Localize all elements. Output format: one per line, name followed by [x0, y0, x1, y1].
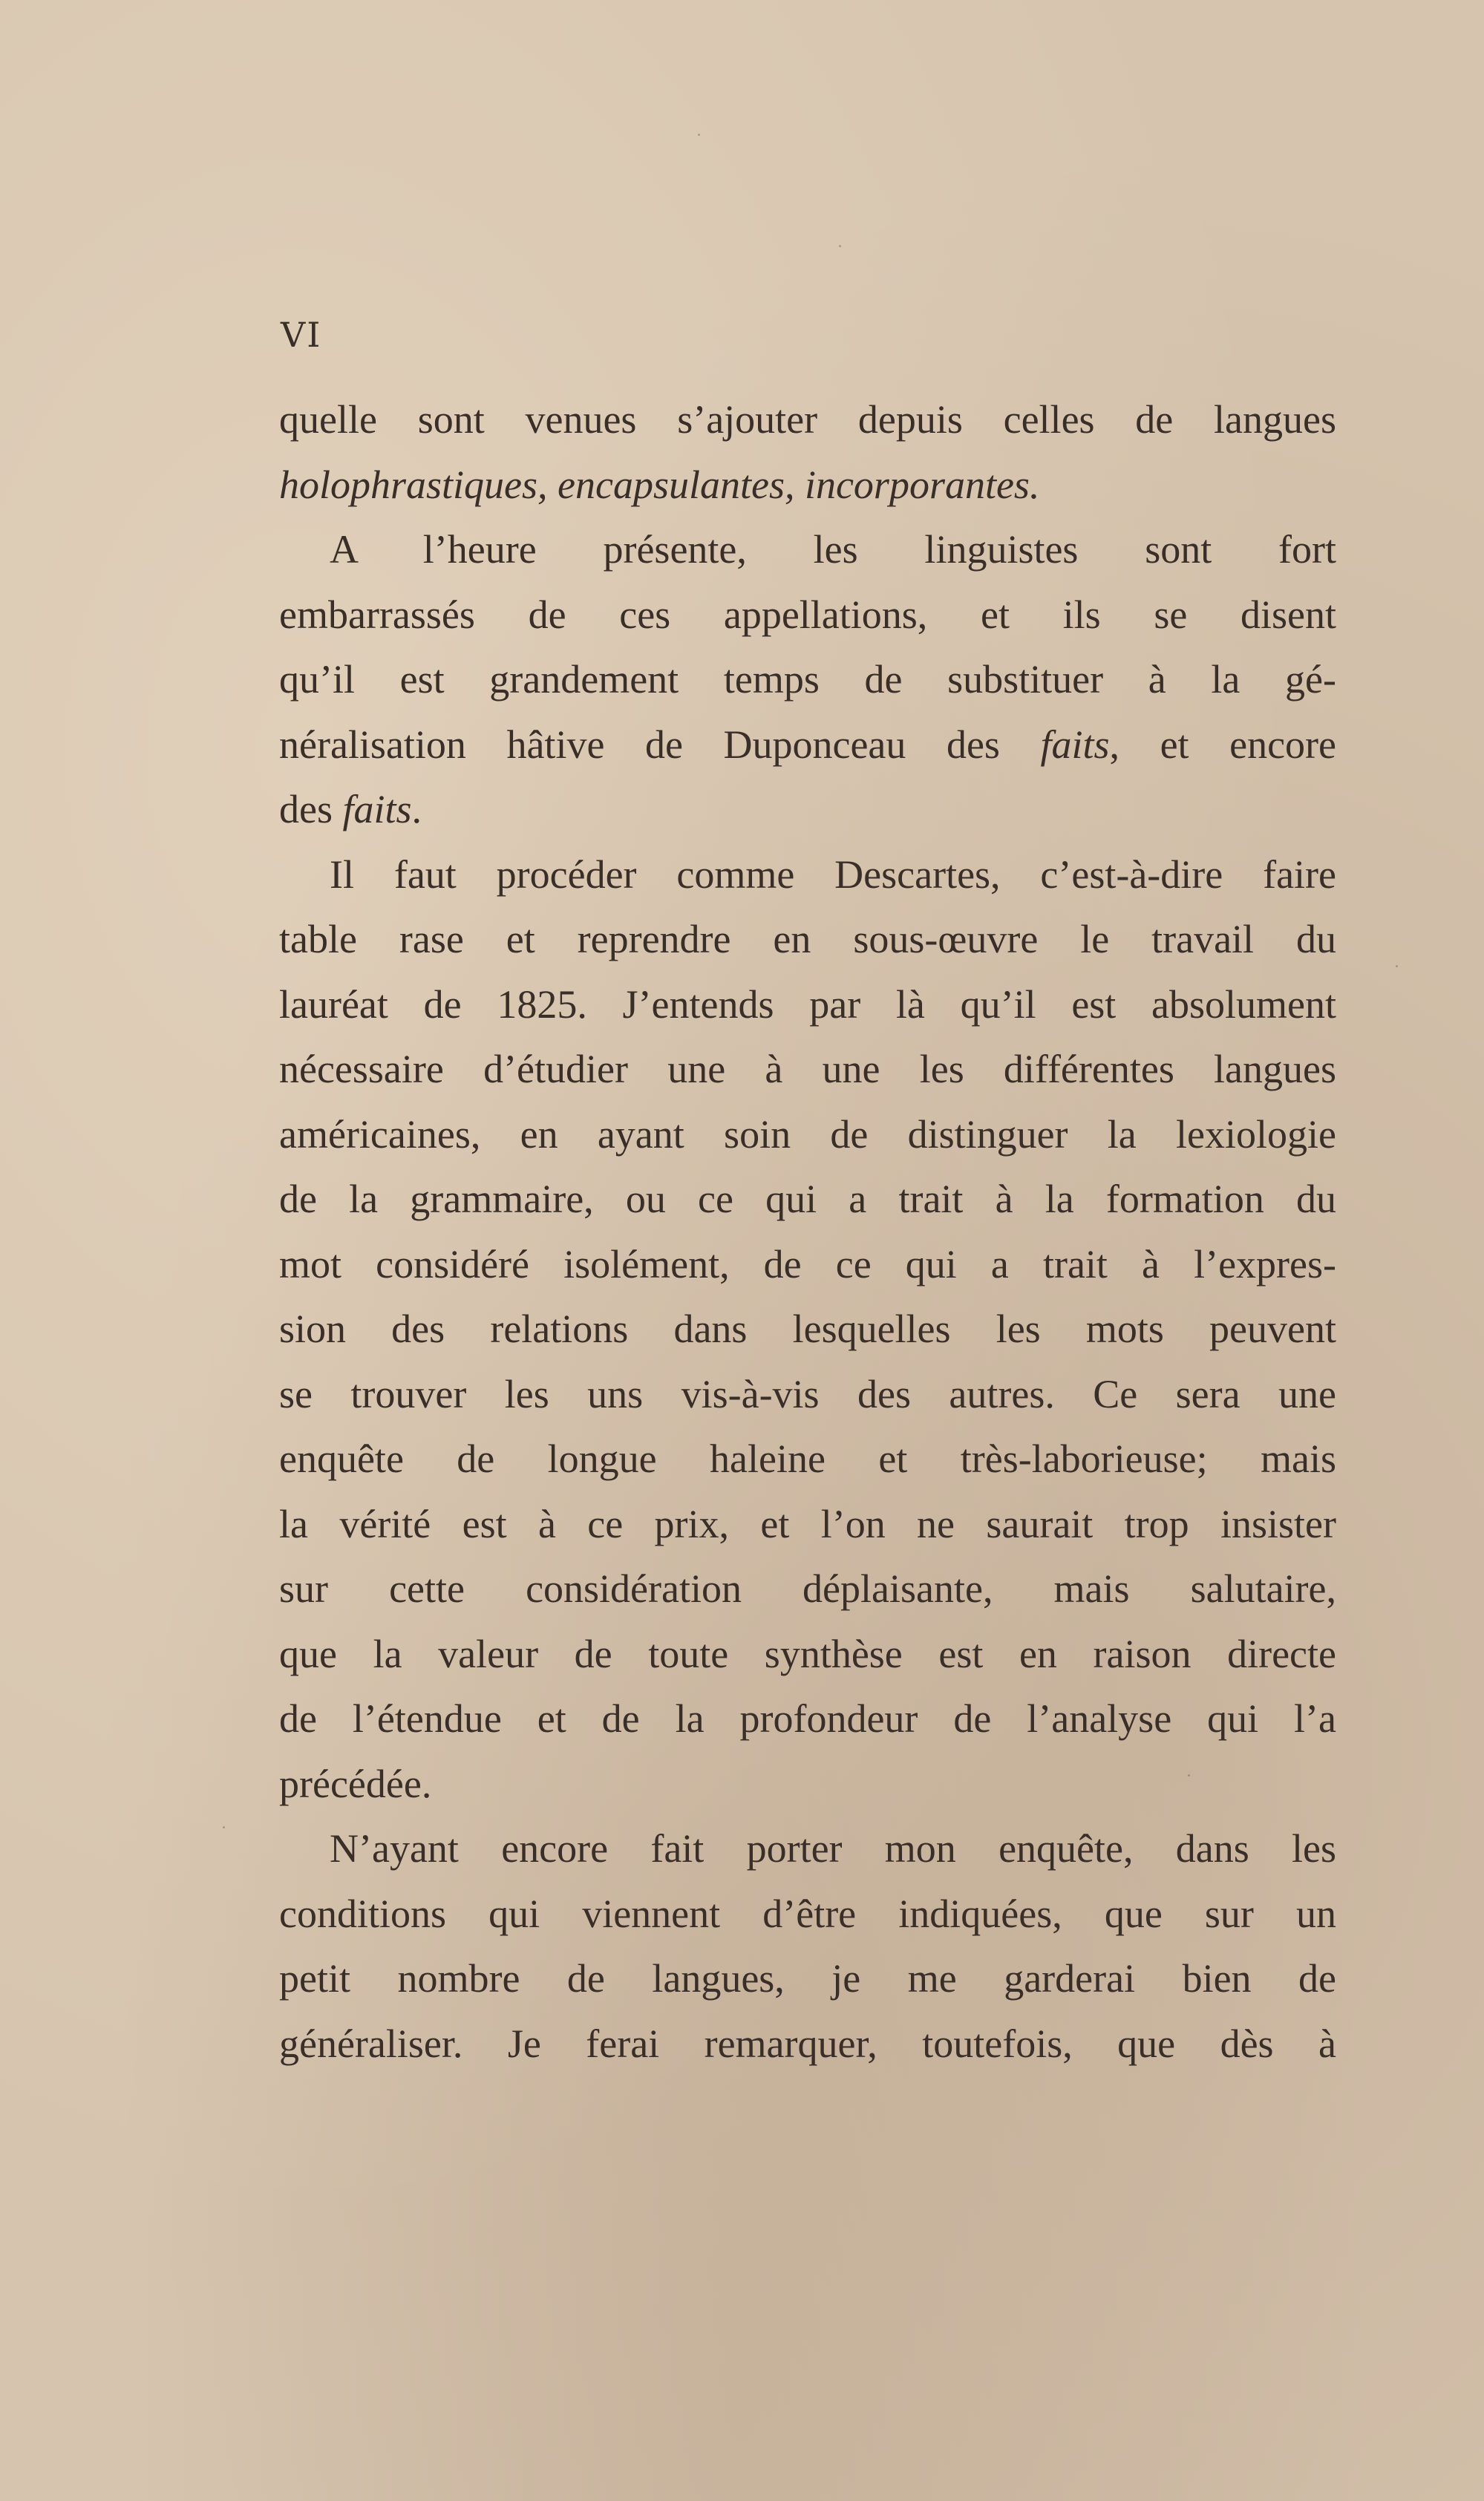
text-line: quelle sont venues s’ajouter depuis celles de langues — [279, 397, 1336, 442]
page-number: VI — [281, 315, 322, 355]
text-segment: des — [279, 787, 343, 831]
text-line: enquête de longue haleine et très-laborieuse; mais — [279, 1436, 1336, 1481]
text-line — [279, 713, 1336, 778]
text-line: de la grammaire, ou ce qui a trait à la formation du — [279, 1177, 1336, 1221]
text-line: généraliser. Je ferai remarquer, toutefois, que dès à — [279, 2021, 1336, 2066]
text-segment: . — [411, 787, 422, 831]
text-line: nécessaire d’étudier une à une les différentes langues — [279, 1047, 1336, 1091]
text-segment: , et encore — [1109, 722, 1336, 767]
text-line: A l’heure présente, les linguistes sont fort — [330, 527, 1336, 572]
text-line: embarrassés de ces appellations, et ils se disent — [279, 592, 1336, 637]
text-line: qu’il est grandement temps de substituer à la gé- — [279, 657, 1336, 702]
text-line — [279, 777, 1336, 843]
text-line: américaines, en ayant soin de distinguer la lexiologie — [279, 1111, 1336, 1157]
text-line: lauréat de 1825. J’entends par là qu’il est absolument — [279, 981, 1336, 1027]
text-line: se trouver les uns vis-à-vis des autres. Ce sera une — [279, 1371, 1336, 1416]
text-segment: néralisation hâtive de Duponceau des — [279, 722, 1041, 767]
text-line: Il faut procéder comme Descartes, c’est-à-dire faire — [330, 851, 1336, 897]
text-line: que la valeur de toute synthèse est en raison directe — [279, 1631, 1336, 1676]
text-line: précédée. — [279, 1761, 432, 1806]
italic-segment: faits — [1040, 722, 1110, 767]
text-line: mot considéré isolément, de ce qui a trait à l’expres- — [279, 1241, 1336, 1287]
text-line: petit nombre de langues, je me garderai bien de — [279, 1956, 1336, 2001]
italic-segment: faits — [342, 787, 412, 831]
body-text — [279, 388, 1336, 2076]
text-line: conditions qui viennent d’être indiquées, que sur un — [279, 1891, 1336, 1936]
text-line: holophrastiques, encapsulantes, incorporantes. — [279, 462, 1040, 507]
text-line: de l’étendue et de la profondeur de l’analyse qui l’a — [279, 1696, 1336, 1741]
text-line: sur cette considération déplaisante, mais salutaire, — [279, 1566, 1336, 1611]
text-line: table rase et reprendre en sous-œuvre le travail du — [279, 917, 1336, 961]
text-line: sion des relations dans lesquelles les mots peuvent — [279, 1307, 1336, 1351]
text-line: N’ayant encore fait porter mon enquête, dans les — [330, 1826, 1336, 1871]
text-line: la vérité est à ce prix, et l’on ne saurait trop insister — [279, 1501, 1336, 1546]
